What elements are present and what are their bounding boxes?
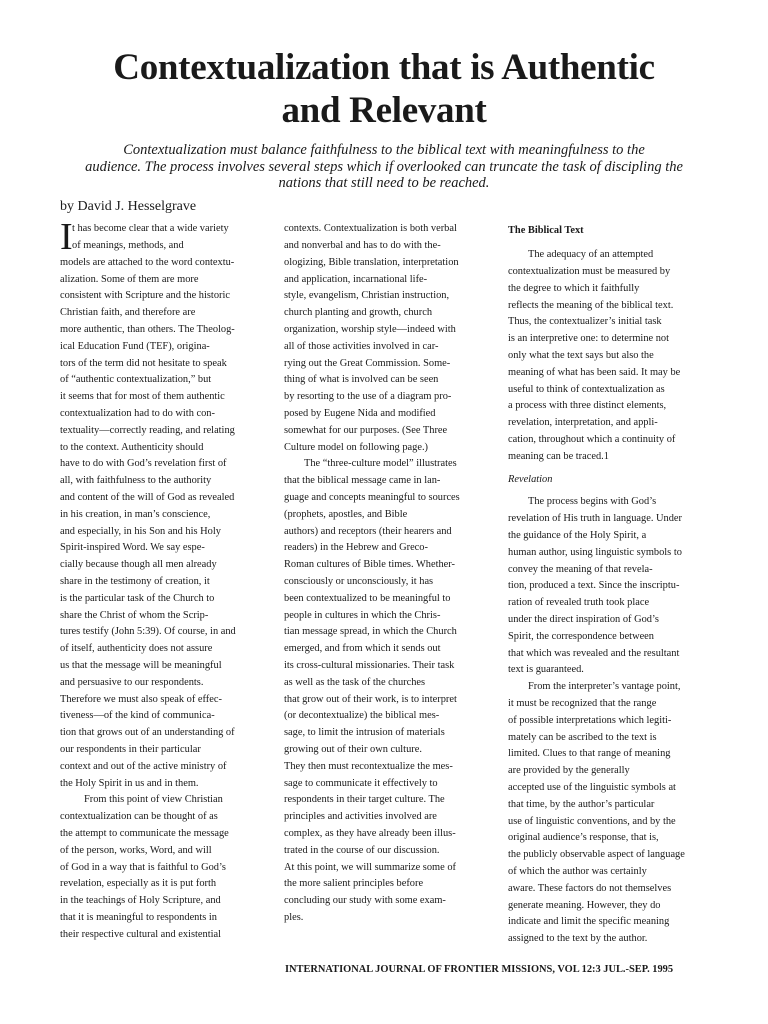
- article-title: [0, 46, 768, 132]
- text-line: the Holy Spirit in us and in them.: [60, 778, 199, 789]
- text-line: that the biblical message came in lan-: [284, 475, 441, 486]
- text-line: and content of the will of God as revealed: [60, 492, 235, 503]
- text-line: somewhat for our purposes. (See Three: [284, 425, 448, 436]
- text-line: a process with three distinct elements,: [508, 400, 667, 411]
- text-line: the publicly observable aspect of language: [508, 849, 685, 860]
- text-line: From this point of view Christian: [84, 794, 223, 805]
- text-line: and application, incarnational life-: [284, 274, 428, 285]
- text-line: consciously or unconsciously, it has: [284, 576, 434, 587]
- text-line: contextualization can be thought of as: [60, 811, 218, 822]
- text-line: concluding our study with some exam-: [284, 895, 446, 906]
- text-line: of the person, works, Word, and will: [60, 845, 212, 856]
- text-line: Spirit, the correspondence between: [508, 631, 654, 642]
- text-line: cially because though all men already: [60, 559, 217, 570]
- text-line: all of those activities involved in car-: [284, 341, 439, 352]
- text-line: original audience’s response, that is,: [508, 832, 659, 843]
- text-line: in the teachings of Holy Scripture, and: [60, 895, 221, 906]
- text-line: textuality—correctly reading, and relating: [60, 425, 235, 436]
- text-line: been contextualized to be meaningful to: [284, 593, 451, 604]
- text-line: They then must recontextualize the mes-: [284, 761, 453, 772]
- text-line: indicate and limit the specific meaning: [508, 916, 670, 927]
- text-line: organization, worship style—indeed with: [284, 324, 456, 335]
- text-line: and nonverbal and has to do with the-: [284, 240, 441, 251]
- text-line: trated in the course of our discussion.: [284, 845, 440, 856]
- byline: by David J. Hesselgrave: [60, 199, 197, 214]
- text-line: Therefore we must also speak of effec-: [60, 694, 222, 705]
- text-line: The adequacy of an attempted: [528, 249, 654, 260]
- text-line: their respective cultural and existential: [60, 929, 221, 940]
- text-line: limited. Clues to that range of meaning: [508, 748, 671, 759]
- text-line: tian message spread, in which the Church: [284, 626, 457, 637]
- abstract-line: Contextualization must balance faithfulness to the biblical text with meaningfulness to the: [123, 142, 645, 158]
- text-line: (or decontextualize) the biblical mes-: [284, 710, 440, 721]
- text-line: tures testify (John 5:39). Of course, in and: [60, 626, 236, 637]
- text-line: Roman cultures of Bible times. Whether-: [284, 559, 456, 570]
- text-line: posed by Eugene Nida and modified: [284, 408, 436, 419]
- text-line: the more salient principles before: [284, 878, 424, 889]
- text-line: principles and activities involved are: [284, 811, 437, 822]
- title-line-2: and Relevant: [281, 90, 487, 131]
- text-line: are provided by the generally: [508, 765, 630, 776]
- text-line: it seems that for most of them authentic: [60, 391, 225, 402]
- text-line: emerged, and from which it sends out: [284, 643, 441, 654]
- text-line: that time, by the author’s particular: [508, 799, 655, 810]
- text-line: tion, produced a text. Since the inscriptu-: [508, 580, 680, 591]
- text-line: ologizing, Bible translation, interpretation: [284, 257, 459, 268]
- text-line: ples.: [284, 912, 304, 923]
- text-line: complex, as they have already been illus-: [284, 828, 456, 839]
- text-line: models are attached to the word contextu-: [60, 257, 235, 268]
- text-line: and especially, in his Son and his Holy: [60, 526, 221, 537]
- text-line: share the Christ of whom the Scrip-: [60, 610, 209, 621]
- text-line: alization. Some of them are more: [60, 274, 199, 285]
- text-line: and persuasive to our respondents.: [60, 677, 204, 688]
- text-line: human author, using linguistic symbols to: [508, 547, 682, 558]
- text-line: tiveness—of the kind of communica-: [60, 710, 215, 721]
- text-line: people in cultures in which the Chris-: [284, 610, 441, 621]
- text-line: style, evangelism, Christian instruction,: [284, 290, 450, 301]
- journal-footer: INTERNATIONAL JOURNAL OF FRONTIER MISSIONS, VOL 12:3 JUL.-SEP. 1995: [285, 964, 674, 975]
- text-line: is the particular task of the Church to: [60, 593, 215, 604]
- text-line: it must be recognized that the range: [508, 698, 657, 709]
- text-line: revelation of His truth in language. Under: [508, 513, 682, 524]
- text-line: all, with faithfulness to the authority: [60, 475, 212, 486]
- text-line: Thus, the contextualizer’s initial task: [508, 316, 662, 327]
- text-line: of “authentic contextualization,” but: [60, 374, 212, 385]
- text-line: respondents in their target culture. The: [284, 794, 445, 805]
- text-line: cation, throughout which a continuity of: [508, 434, 676, 445]
- text-line: From the interpreter’s vantage point,: [528, 681, 681, 692]
- text-line: consistent with Scripture and the historic: [60, 290, 230, 301]
- text-line: assigned to the text by the author.: [508, 933, 648, 944]
- text-line: guage and concepts meaningful to sources: [284, 492, 460, 503]
- text-line: that which was revealed and the resultant: [508, 648, 680, 659]
- subsection-heading: Revelation: [508, 474, 553, 485]
- text-line: more authentic, than others. The Theolog-: [60, 324, 235, 335]
- text-line: of meanings, methods, and: [72, 240, 184, 251]
- text-line: generate meaning. However, they do: [508, 900, 661, 911]
- text-line: t has become clear that a wide variety: [72, 223, 229, 234]
- text-line: Spirit-inspired Word. We say espe-: [60, 542, 205, 553]
- section-heading: The Biblical Text: [508, 225, 584, 236]
- text-line: as well as the task of the churches: [284, 677, 426, 688]
- text-line: only what the text says but also the: [508, 350, 654, 361]
- text-line: of itself, authenticity does not assure: [60, 643, 213, 654]
- text-line: church planting and growth, church: [284, 307, 433, 318]
- text-line: reflects the meaning of the biblical text.: [508, 300, 674, 311]
- text-line: The process begins with God’s: [528, 496, 657, 507]
- text-line: the guidance of the Holy Spirit, a: [508, 530, 647, 541]
- text-line: of God in a way that is faithful to God’s: [60, 862, 226, 873]
- text-line: At this point, we will summarize some of: [284, 862, 456, 873]
- text-line: of possible interpretations which legiti-: [508, 715, 672, 726]
- text-line: have to do with God’s revelation first of: [60, 458, 227, 469]
- text-line: contextualization must be measured by: [508, 266, 671, 277]
- text-line: contexts. Contextualization is both verbal: [284, 223, 457, 234]
- text-line: the degree to which it faithfully: [508, 283, 640, 294]
- text-line: Culture model on following page.): [284, 442, 428, 453]
- text-line: contextualization had to do with con-: [60, 408, 215, 419]
- text-line: to the context. Authenticity should: [60, 442, 204, 453]
- text-line: the attempt to communicate the message: [60, 828, 229, 839]
- text-line: meaning can be traced.1: [508, 451, 609, 462]
- text-line: share in the testimony of creation, it: [60, 576, 210, 587]
- text-line: revelation, especially as it is put forth: [60, 878, 217, 889]
- text-line: authors) and receptors (their hearers and: [284, 526, 452, 537]
- text-line: by resorting to the use of a diagram pro-: [284, 391, 452, 402]
- text-line: under the direct inspiration of God’s: [508, 614, 659, 625]
- abstract-line: nations that still need to be reached.: [278, 175, 490, 191]
- text-line: is an interpretive one: to determine not: [508, 333, 670, 344]
- text-line: its cross-cultural missionaries. Their task: [284, 660, 455, 671]
- text-line: tion that grows out of an understanding of: [60, 727, 235, 738]
- text-line: sage, to limit the intrusion of materials: [284, 727, 445, 738]
- text-line: in his creation, in man’s conscience,: [60, 509, 211, 520]
- text-line: (prophets, apostles, and Bible: [284, 509, 408, 520]
- text-line: tors of the term did not hesitate to speak: [60, 358, 227, 369]
- text-line: ration of revealed truth took place: [508, 597, 650, 608]
- text-line: Christian faith, and therefore are: [60, 307, 196, 318]
- text-line: context and out of the active ministry of: [60, 761, 227, 772]
- title-line-1: Contextualization that is Authentic: [113, 47, 655, 88]
- text-line: ical Education Fund (TEF), origina-: [60, 341, 210, 352]
- text-line: mately can be ascribed to the text is: [508, 732, 657, 743]
- text-line: revelation, interpretation, and appli-: [508, 417, 658, 428]
- abstract-line: audience. The process involves several steps which if overlooked can truncate the task of discipling the: [85, 158, 683, 175]
- text-line: aware. These factors do not themselves: [508, 883, 672, 894]
- text-line: thing of what is involved can be seen: [284, 374, 439, 385]
- text-line: that grow out of their work, is to interpret: [284, 694, 457, 705]
- text-line: us that the message will be meaningful: [60, 660, 222, 671]
- text-line: use of linguistic conventions, and by the: [508, 816, 676, 827]
- text-line: meaning of what has been said. It may be: [508, 367, 681, 378]
- text-line: that it is meaningful to respondents in: [60, 912, 217, 923]
- text-line: growing out of their own culture.: [284, 744, 422, 755]
- text-line: text is guaranteed.: [508, 664, 584, 675]
- text-line: readers) in the Hebrew and Greco-: [284, 542, 428, 553]
- text-line: useful to think of contextualization as: [508, 384, 665, 395]
- text-line: accepted use of the linguistic symbols at: [508, 782, 676, 793]
- text-line: of which the author was certainly: [508, 866, 647, 877]
- drop-cap: I: [60, 216, 73, 258]
- text-line: sage to communicate it effectively to: [284, 778, 438, 789]
- text-line: our respondents in their particular: [60, 744, 201, 755]
- text-line: The “three-culture model” illustrates: [304, 458, 457, 469]
- article-abstract: [60, 142, 708, 192]
- text-line: rying out the Great Commission. Some-: [284, 358, 451, 369]
- text-line: convey the meaning of that revela-: [508, 564, 653, 575]
